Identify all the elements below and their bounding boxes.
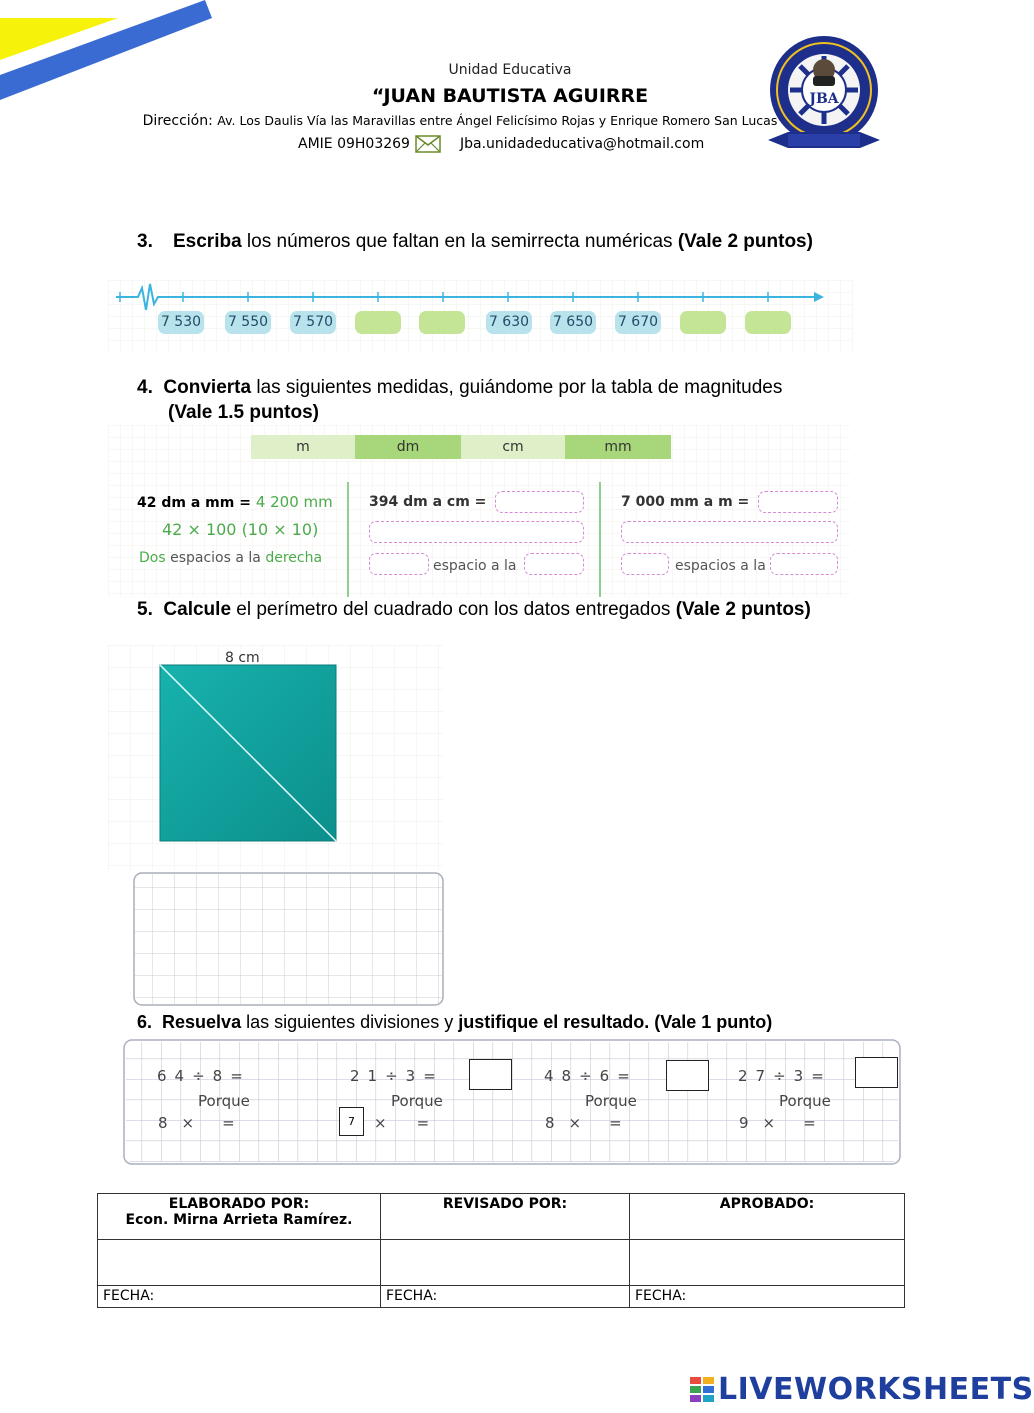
ex3-label: 7 000 mm a m = [621,494,750,510]
operator: ÷ [385,1067,406,1085]
ex2-spaces-input[interactable] [369,553,429,575]
date-cell: FECHA: [630,1286,905,1308]
date-cell: FECHA: [381,1286,630,1308]
operator: ÷ [192,1067,213,1085]
ex2-calc-input[interactable] [369,521,584,543]
unit-header-dm: dm [355,435,461,459]
number-line [108,280,853,352]
ex2-label: 394 dm a cm = [369,494,487,510]
division-4 [738,1067,832,1085]
signature-space [630,1240,905,1286]
digit: 1 [367,1067,386,1085]
example-calc: 42 × 100 (10 × 10) [162,520,319,539]
school-type: Unidad Educativa [448,62,572,78]
corner-decoration [0,0,215,110]
operator: = [609,1114,622,1132]
made-by-cell [98,1194,381,1240]
question-4 [137,375,937,425]
brand-name: LIVEWORKSHEETS [718,1372,1034,1407]
unit-header-m: m [251,435,355,459]
ex3-hint: espacios a la [675,558,766,574]
ex3-direction-input[interactable] [770,553,838,575]
q3-number: 3. [137,231,153,252]
digit: 4 [174,1067,193,1085]
ex2-direction-input[interactable] [524,553,584,575]
hint-mid: espacios a la [165,550,266,566]
q5-points: (Vale 2 puntos) [675,599,811,620]
address-text: Av. Los Daulis Vía las Maravillas entre Ángel Felicísimo Rojas y Enrique Romero San Lucas [217,113,778,128]
divider [599,482,601,597]
ex2-answer-input[interactable] [495,491,584,513]
question-3 [137,229,813,254]
q3-points: (Vale 2 puntos) [677,231,813,252]
school-email: Jba.unidadeducativa@hotmail.com [460,136,705,152]
q5-number: 5. [137,599,153,620]
q5-text: el perímetro del cuadrado con los datos entregados [231,599,676,620]
operator: ÷ [579,1067,600,1085]
operator: = [423,1067,444,1085]
digit: 8 [158,1114,168,1132]
check-2-given-box[interactable]: 7 [339,1107,364,1136]
date-cell: FECHA: [98,1286,381,1308]
square-figure [108,645,443,1007]
example-answer: 4 200 mm [255,493,333,511]
unit-header-mm: mm [565,435,671,459]
square-side-label: 8 cm [225,650,260,666]
q3-verb: Escriba [173,231,242,252]
q4-points: (Vale 1.5 puntos) [168,402,319,423]
q4-text: las siguientes medidas, guiándome por la tabla de magnitudes [251,377,783,398]
divider [347,482,349,597]
svg-text:JBA: JBA [809,91,839,107]
address-line [60,113,860,129]
q6-text: las siguientes divisiones y [241,1012,459,1032]
number-chip: 7 530 [158,311,204,334]
digit: 8 [212,1067,231,1085]
school-logo [766,28,886,158]
ex3-spaces-input[interactable] [621,553,669,575]
digit: 8 [545,1114,555,1132]
operator: = [617,1067,638,1085]
check-2 [374,1114,429,1132]
digit: 4 [544,1067,562,1085]
operator: = [416,1114,430,1132]
amie-code: AMIE 09H03269 [298,136,410,152]
answer-chip-blank[interactable] [419,311,465,334]
check-1 [158,1114,235,1132]
operator: × [568,1114,582,1132]
example-conversion [137,493,333,511]
unit-header-cm: cm [461,435,565,459]
signature-space [98,1240,381,1286]
operator: = [803,1114,816,1132]
signature-space [381,1240,630,1286]
digit: 3 [405,1067,424,1085]
q4-number: 4. [137,377,153,398]
because-label: Porque [585,1092,637,1110]
digit: 9 [739,1114,749,1132]
digit: 3 [793,1067,812,1085]
digit: 8 [561,1067,580,1085]
hint-derecha: derecha [265,550,323,566]
address-label: Dirección: [142,113,213,129]
number-chip: 7 670 [615,311,661,334]
division-4-answer-input[interactable] [855,1057,898,1088]
answer-chip-blank[interactable] [745,311,791,334]
q6-number: 6. [137,1012,153,1032]
because-label: Porque [391,1092,443,1110]
ex3-calc-input[interactable] [621,521,838,543]
answer-chip-blank[interactable] [680,311,726,334]
operator: ÷ [773,1067,794,1085]
operator: × [374,1114,387,1132]
check-3 [545,1114,622,1132]
q4-verb: Convierta [163,377,252,398]
because-label: Porque [779,1092,831,1110]
hint-dos: Dos [139,550,166,566]
q6-bold: justifique el resultado. [458,1012,650,1032]
number-chip: 7 570 [290,311,336,334]
q5-verb: Calcule [163,599,232,620]
division-2-answer-input[interactable] [469,1059,512,1090]
division-3-answer-input[interactable] [666,1060,709,1091]
check-4 [739,1114,816,1132]
number-chip: 7 650 [550,311,596,334]
school-name: “JUAN BAUTISTA AGUIRRE [371,85,649,107]
example-prefix: 42 dm a mm = [137,495,256,511]
operator: = [230,1067,251,1085]
operator: = [222,1114,235,1132]
ex3-answer-input[interactable] [758,491,838,513]
made-by-name: Econ. Mirna Arrieta Ramírez. [125,1212,353,1228]
q6-verb: Resuelva [162,1012,242,1032]
mail-icon [415,135,441,153]
digit: 6 [157,1067,175,1085]
liveworksheets-logo-icon [690,1377,716,1403]
division-1 [157,1067,251,1085]
q6-points: (Vale 1 punto) [649,1012,773,1032]
question-6 [137,1010,772,1035]
operator: × [181,1114,195,1132]
ex2-hint: espacio a la [433,558,517,574]
digit: 2 [350,1067,368,1085]
answer-chip-blank[interactable] [355,311,401,334]
digit: 7 [755,1067,774,1085]
signature-table [97,1193,905,1308]
reviewed-cell [381,1194,630,1240]
example-hint [139,550,322,566]
q3-text: los números que faltan en la semirrecta numéricas [241,231,678,252]
question-5 [137,597,811,622]
made-by-label: ELABORADO POR: [168,1196,310,1212]
digit: 2 [738,1067,756,1085]
because-label: Porque [198,1092,250,1110]
digit: 6 [599,1067,618,1085]
division-3 [544,1067,638,1085]
operator: × [762,1114,776,1132]
number-chip: 7 630 [486,311,532,334]
number-chip: 7 550 [225,311,271,334]
operator: = [811,1067,832,1085]
division-2 [350,1067,444,1085]
approved-label: APROBADO: [719,1196,815,1212]
approved-cell [630,1194,905,1240]
reviewed-label: REVISADO POR: [442,1196,568,1212]
